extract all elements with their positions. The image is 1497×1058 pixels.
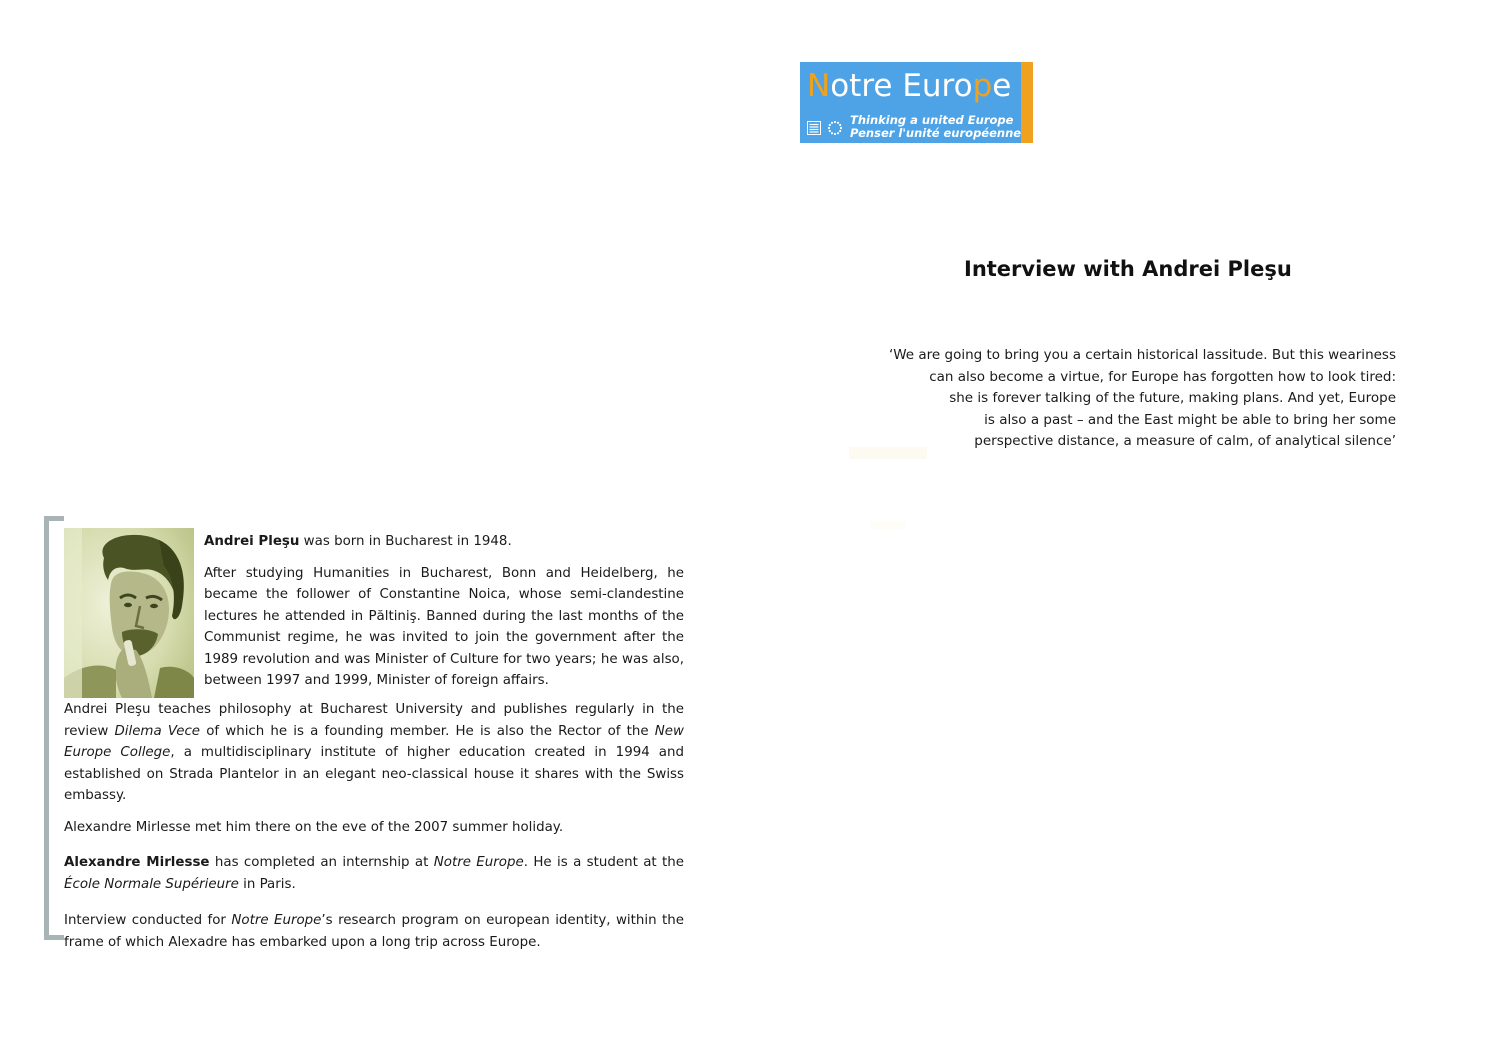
bio-born-name: Andrei Pleşu [204, 534, 300, 549]
faint-artifact [870, 522, 906, 530]
bio-bracket [44, 516, 64, 940]
bio-teaches-text: Andrei Pleşu teaches philosophy at Bucharest University and publishes regularly in the review [64, 702, 684, 739]
portrait-illustration [64, 528, 194, 698]
bio-author-text: in Paris. [238, 876, 296, 892]
page-title: Interview with Andrei Pleşu [964, 257, 1292, 281]
quote-line: she is forever talking of the future, making plans. And yet, Europe [949, 390, 1396, 406]
bio-review-name: Dilema Vece [114, 723, 201, 739]
document-icon [807, 121, 821, 135]
author-portrait [64, 528, 194, 698]
logo-accent-stripe [1021, 62, 1033, 143]
logo-tagline [850, 114, 1021, 140]
bio-born [204, 531, 684, 553]
logo-tagline-fr: Penser l'unité européenne [850, 126, 1022, 140]
bio-author-name: Alexandre Mirlesse [64, 855, 210, 870]
bio-teaches-text: of which he is a founding member. He is also the Rector of the [200, 723, 655, 739]
eu-stars-icon [827, 120, 843, 136]
faint-artifact [849, 447, 927, 459]
pull-quote [889, 345, 1396, 453]
quote-line: ‘We are going to bring you a certain historical lassitude. But this weariness [888, 347, 1396, 363]
quote-line: can also become a virtue, for Europe has forgotten how to look tired: [929, 368, 1396, 385]
bio-intro [204, 531, 684, 692]
logo-name-middle: otre Euro [830, 68, 973, 104]
bio-interview-text: ’s research program on european identity, within the frame of which Alexadre has embarked upon a long trip across Europe. [64, 913, 685, 950]
logo-name-accent: p [972, 68, 993, 104]
bio-author-text: . He is a student at the [523, 855, 685, 870]
bio-author-school: École Normale Supérieure [64, 876, 239, 892]
bio-studies: After studying Humanities in Bucharest, Bonn and Heidelberg, he became the follower of Constantine Noica, whose semi-clandestine lectures he attended in Păltiniş. Banned during the last months of the Communist regime, he was invited to join the government after the 1989 revolution and was Minister of Culture for two years; he was also, between 1997 and 1999, Minister of foreign affairs. [204, 565, 684, 688]
logo-name-first: N [807, 68, 831, 104]
bio-details [64, 699, 684, 953]
bio-teaches-text: , a multidisciplinary institute of higher education created in 1994 and established on Strada Plantelor in an elegant neo-classical house it shares with the Swiss embassy. [64, 745, 684, 803]
logo-tagline-en: Thinking a united Europe [850, 113, 1014, 127]
bio-born-text: was born in Bucharest in 1948. [299, 534, 512, 549]
bio-interview-org: Notre Europe [231, 913, 322, 928]
bio-interview [64, 910, 684, 953]
quote-line: is also a past – and the East might be able to bring her some [984, 411, 1396, 428]
bio-interview-text: Interview conducted for [64, 913, 232, 928]
notre-europe-logo [800, 62, 1021, 143]
logo-wordmark [807, 68, 1011, 104]
logo-name-last: e [992, 68, 1012, 104]
quote-line: perspective distance, a measure of calm, of analytical silence’ [974, 433, 1396, 449]
bio-author-text: has completed an internship at [209, 855, 434, 870]
bio-college-name: New Europe College [64, 723, 684, 760]
bio-met: Alexandre Mirlesse met him there on the eve of the 2007 summer holiday. [64, 819, 564, 835]
logo-icons [807, 120, 843, 136]
bio-author-org: Notre Europe [433, 855, 524, 870]
bio-teaches [64, 699, 684, 807]
bio-author [64, 852, 684, 895]
